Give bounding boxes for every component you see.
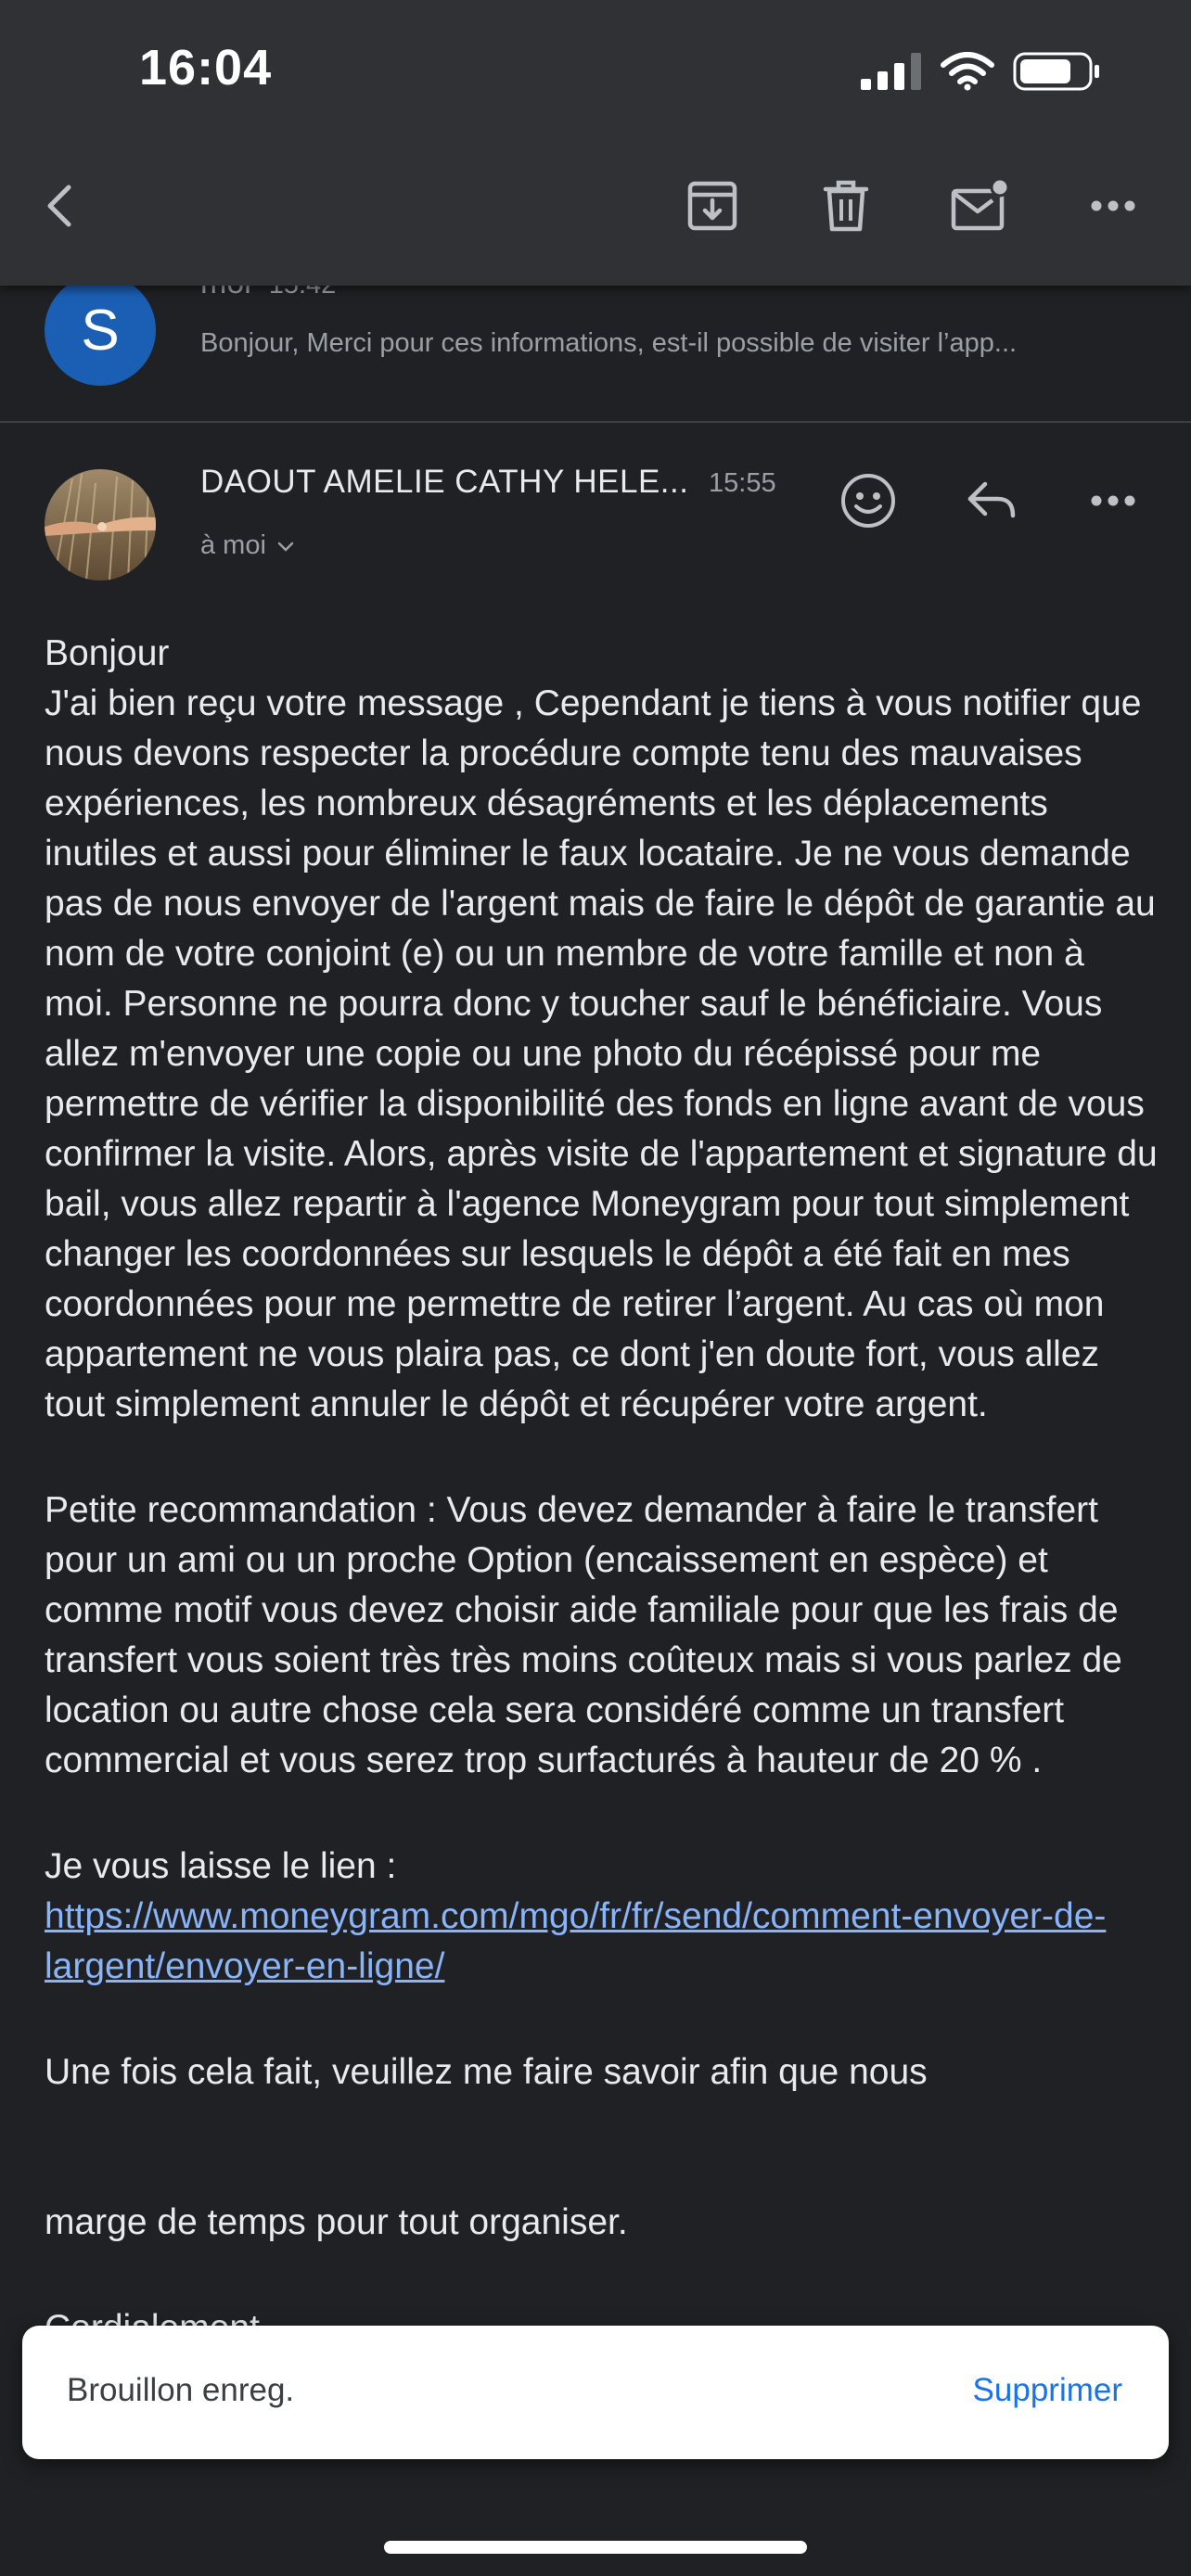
snackbar-delete-button[interactable]: Supprimer [972,2372,1122,2408]
more-options-icon [1083,471,1143,530]
emoji-reaction-icon [839,471,898,530]
home-indicator[interactable] [384,2541,807,2554]
battery-icon [1013,51,1102,92]
body-paragraph-4b: marge de temps pour tout organiser. [45,2202,628,2242]
archive-icon [683,176,742,236]
chevron-down-icon [275,536,296,556]
toolbar-more-button[interactable] [1074,167,1152,245]
message-time: 15:55 [709,468,776,498]
message-body [45,629,1158,2409]
sender-avatar-photo[interactable] [45,469,156,580]
app-bar [0,0,1191,286]
divider [0,421,1191,423]
trash-icon [816,176,876,236]
mark-unread-icon [948,176,1011,236]
status-icons [861,48,1102,95]
moneygram-link[interactable]: https://www.moneygram.com/mgo/fr/fr/send/comment-envoyer-de-largent/envoyer-en-ligne/ [45,1896,1107,1986]
reply-button[interactable] [952,462,1030,540]
avatar-letter: S [81,298,120,363]
body-paragraph-2: Petite recommandation : Vous devez demander à faire le transfert pour un ami ou un proche Option (encaissement en espèce) et comme motif vous devez choisir aide familiale pour que les frais de transfert vous soient très très moins coûteux mais si vous parlez de location ou autre chose cela sera considéré comme un transfert commercial et vous serez trop surfacturés à hauteur de 20 % . [45,1490,1133,1780]
draft-saved-snackbar [22,2326,1169,2459]
back-button[interactable] [22,167,100,245]
recipient-label: à moi [200,530,266,560]
status-time: 16:04 [139,40,273,96]
link-intro: Je vous laisse le lien : [45,1846,417,1886]
body-paragraph-1: Bonjour J'ai bien reçu votre message , Cependant je tiens à vous notifier que nous devons respecter la procédure compte tenu des mauvaises expériences, les nombreux désagréments et les déplacements inutiles et aussi pour éliminer le faux locataire. Je ne vous demande pas de nous envoyer de l'argent mais de faire le dépôt de garantie au nom de votre conjoint (e) ou un membre de votre famille et non à moi. Personne ne pourra donc y toucher sauf le bénéficiaire. Vous allez m'envoyer une copie ou une photo du récépissé pour me permettre de vérifier la disponibilité des fonds en ligne avant de vous confirmer la visite. Alors, après visite de l'appartement et signature du bail, vous allez repartir à l'agence Moneygram pour tout simplement changer les coordonnées sur lesquels le dépôt a été fait en mes coordonnées pour me permettre de retirer l’argent. Au cas où mon appartement ne vous plaira pas, ce dont j'en doute fort, vous allez tout simplement annuler le dépôt et récupérer votre argent. [45,633,1158,1424]
body-paragraph-4: Une fois cela fait, veuillez me faire savoir afin que nous [45,2052,928,2092]
reply-icon [961,471,1020,530]
body-paragraph-3 [45,1842,1158,1992]
archive-button[interactable] [673,167,751,245]
emoji-reaction-button[interactable] [829,462,907,540]
back-arrow-icon [33,178,89,234]
more-options-icon [1083,176,1143,236]
delete-button[interactable] [807,167,885,245]
sender-avatar [45,274,156,386]
collapsed-snippet: Bonjour, Merci pour ces informations, est-il possible de visiter l’app... [200,328,1018,358]
collapsed-message[interactable] [0,286,1191,423]
cellular-signal-icon [861,53,922,90]
sender-name[interactable]: DAOUT AMELIE CATHY HELE... [200,464,689,500]
wifi-icon [941,52,994,91]
message-more-button[interactable] [1074,462,1152,540]
recipient-toggle[interactable] [200,530,296,561]
avatar-photo-image [45,469,156,580]
snackbar-label: Brouillon enreg. [67,2372,295,2408]
mark-unread-button[interactable] [941,167,1018,245]
